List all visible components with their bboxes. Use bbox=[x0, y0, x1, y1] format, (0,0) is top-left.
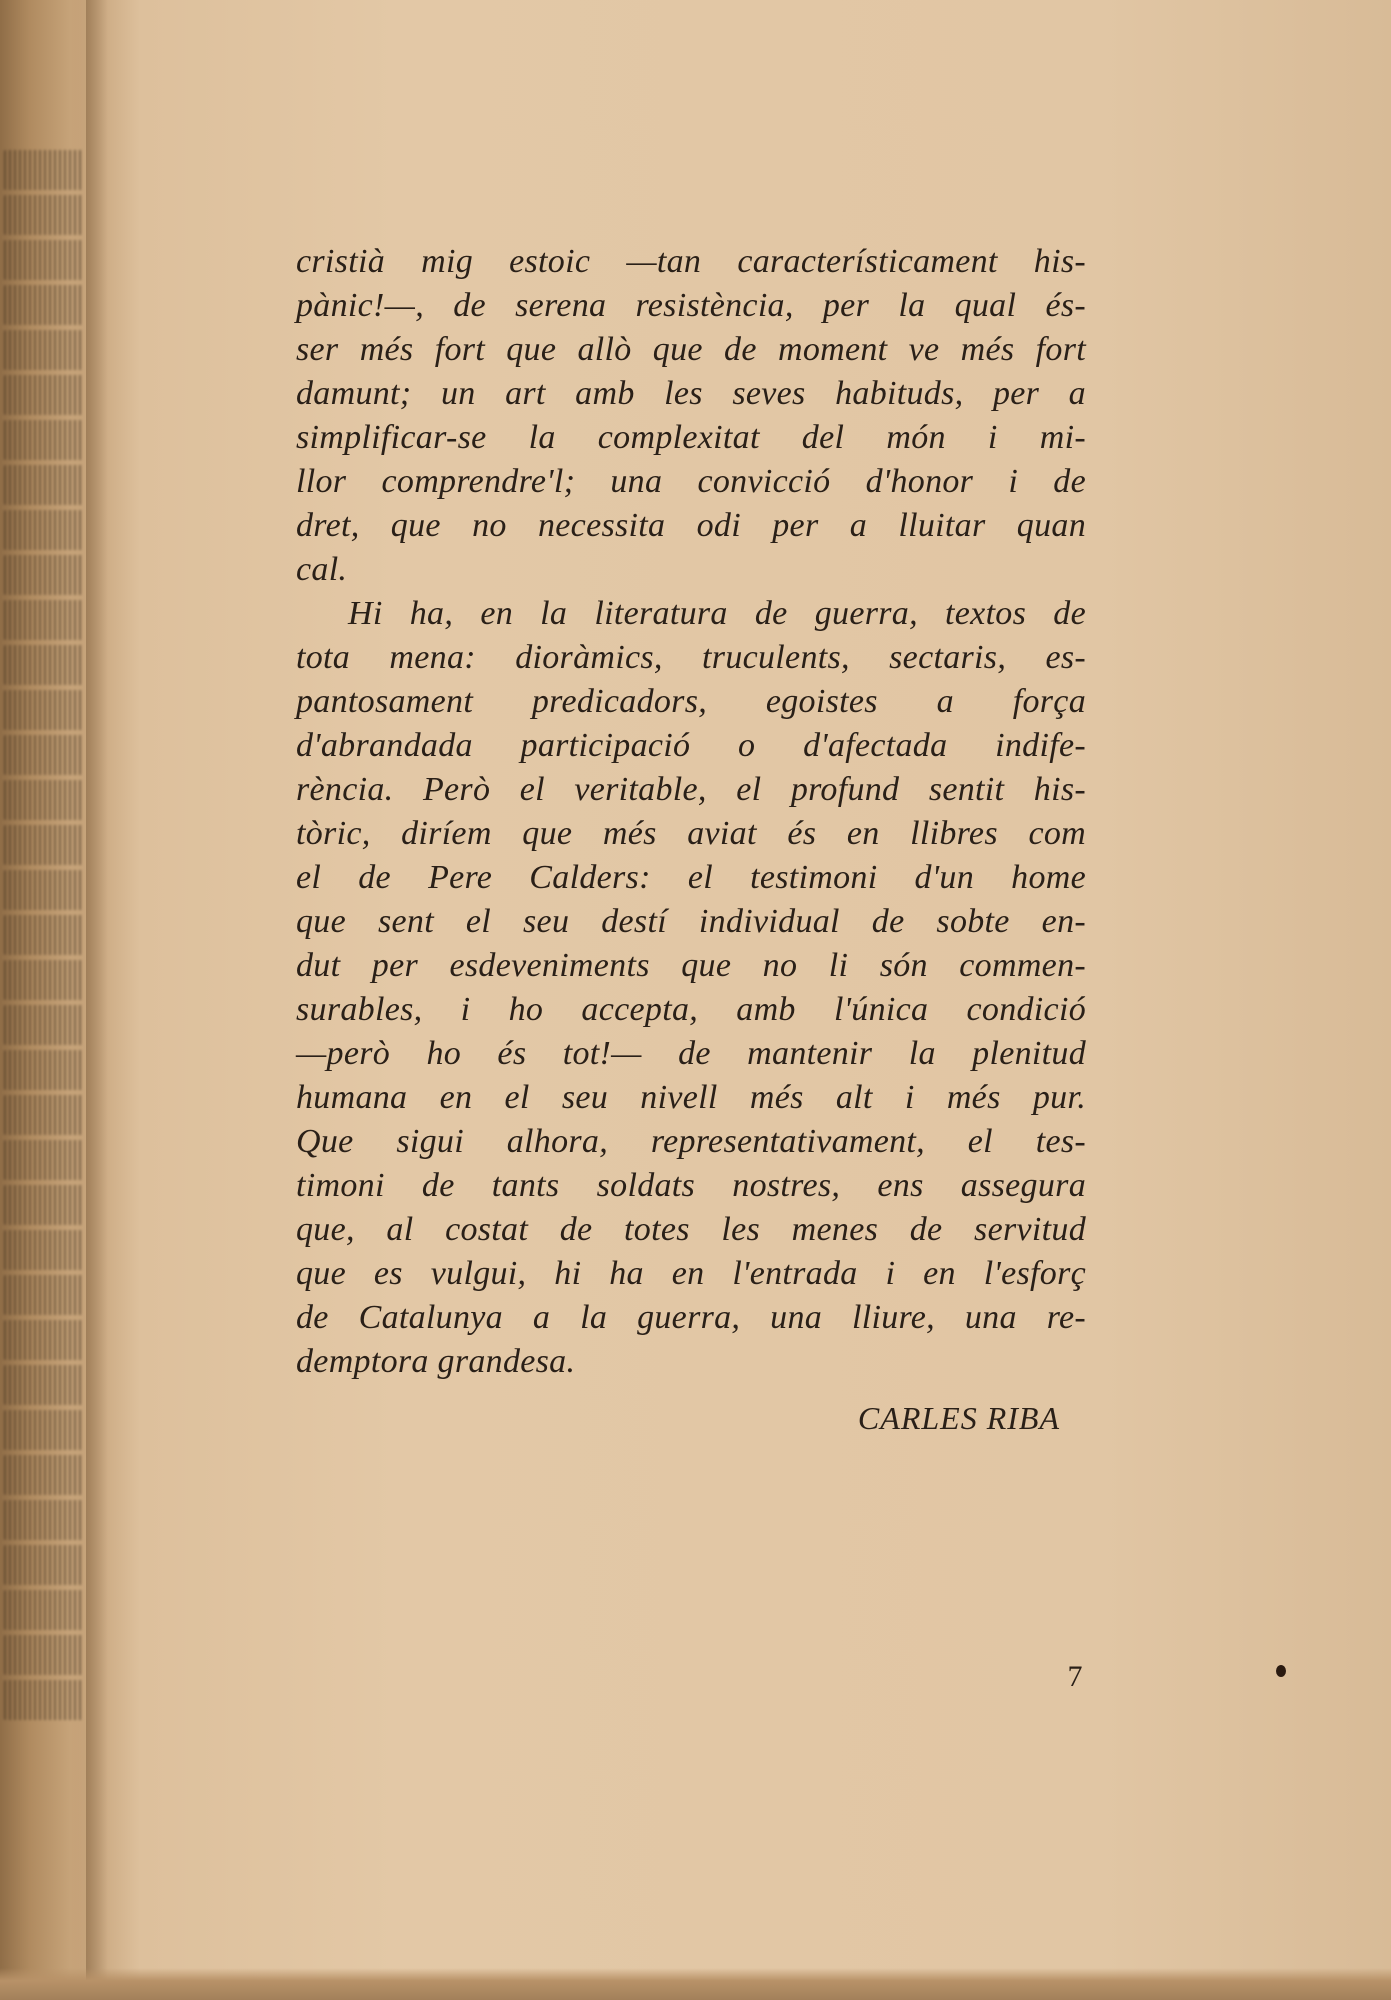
text-line: humana en el seu nivell més alt i més pur. bbox=[296, 1079, 1086, 1116]
text-line: que es vulgui, hi ha en l'entrada i en l'esforç bbox=[296, 1255, 1086, 1292]
text-line: cal. bbox=[296, 551, 348, 588]
text-line: dret, que no necessita odi per a lluitar quan bbox=[296, 507, 1086, 544]
text-line: pànic!—, de serena resistència, per la qual és- bbox=[296, 287, 1086, 324]
text-line: surables, i ho accepta, amb l'única condició bbox=[296, 991, 1086, 1028]
text-line: demptora grandesa. bbox=[296, 1343, 576, 1380]
paragraph-2 bbox=[296, 592, 1086, 1384]
text-line: ser més fort que allò que de moment ve més fort bbox=[296, 331, 1086, 368]
text-line: rència. Però el veritable, el profund sentit his- bbox=[296, 771, 1086, 808]
facing-page-bleed bbox=[4, 150, 84, 1750]
body-text bbox=[296, 240, 1086, 1384]
ink-speck bbox=[1276, 1665, 1286, 1677]
text-line: tota mena: dioràmics, truculents, sectaris, es- bbox=[296, 639, 1086, 676]
text-line: d'abrandada participació o d'afectada indife- bbox=[296, 727, 1086, 764]
text-line: de Catalunya a la guerra, una lliure, una re- bbox=[296, 1299, 1086, 1336]
fold-shadow bbox=[86, 0, 108, 2000]
paragraph-1 bbox=[296, 240, 1086, 592]
text-line: simplificar-se la complexitat del món i mi- bbox=[296, 419, 1086, 456]
text-line: Hi ha, en la literatura de guerra, textos de bbox=[348, 595, 1086, 632]
text-line: tòric, diríem que més aviat és en llibres com bbox=[296, 815, 1086, 852]
text-line: damunt; un art amb les seves habituds, per a bbox=[296, 375, 1086, 412]
page-number: 7 bbox=[1067, 1660, 1083, 1693]
text-line: Que sigui alhora, representativament, el tes- bbox=[296, 1123, 1086, 1160]
text-line: llor comprendre'l; una convicció d'honor i de bbox=[296, 463, 1086, 500]
text-line: timoni de tants soldats nostres, ens assegura bbox=[296, 1167, 1086, 1204]
text-line: —però ho és tot!— de mantenir la plenitud bbox=[296, 1035, 1086, 1072]
page-bottom-edge bbox=[0, 1968, 1391, 2000]
author-signature: CARLES RIBA bbox=[857, 1400, 1060, 1436]
text-line: cristià mig estoic —tan característicament his- bbox=[296, 243, 1086, 280]
text-line: el de Pere Calders: el testimoni d'un home bbox=[296, 859, 1086, 896]
text-line: que, al costat de totes les menes de servitud bbox=[296, 1211, 1086, 1248]
text-line: pantosament predicadors, egoistes a força bbox=[296, 683, 1086, 720]
text-line: dut per esdeveniments que no li són commen- bbox=[296, 947, 1086, 984]
text-line: que sent el seu destí individual de sobte en- bbox=[296, 903, 1086, 940]
